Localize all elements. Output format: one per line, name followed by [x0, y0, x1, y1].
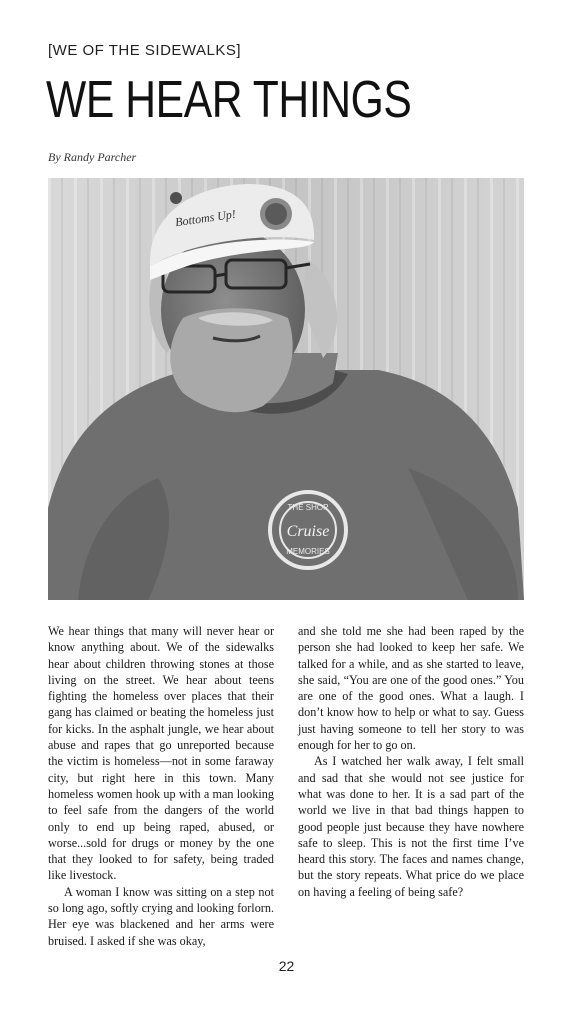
- body-paragraph: We hear things that many will never hear or know anything about. We of the sidewalks hear about children throwing stones at those living on the street. We hear about teens fighting the homeless over places that their gang has claimed or beating the homeless just for kicks. In the asphalt jungle, we hear about abuse and rapes that go unreported because the victim is homeless—not in some faraway city, but right here in this town. Many homeless women hook up with a man looking to feel safe from the dangers of the world only to end up being raped, abused, or worse...sold for drugs or money by the one that they looked to for safety, being traded like livestock.: [48, 624, 274, 883]
- body-column-left: [48, 623, 274, 949]
- body-column-right: [298, 623, 524, 900]
- page-number: 22: [278, 958, 295, 974]
- byline: By Randy Parcher: [48, 150, 137, 164]
- body-paragraph: A woman I know was sitting on a step not so long ago, softly crying and looking forlorn. Her eye was blackened and her arms were bruised. I asked if she was okay,: [48, 884, 274, 948]
- shirt-logo-bottom: MEMORIES: [286, 547, 330, 556]
- portrait-photo: [48, 178, 524, 600]
- section-label: [WE OF THE SIDEWALKS]: [48, 42, 242, 59]
- shirt-logo-main: Cruise: [286, 523, 330, 540]
- body-paragraph: As I watched her walk away, I felt small and sad that she would not see justice for what was done to her. It is a sad part of the world we live in that bad things happen to good people just because they have nowhere safe to sleep. This is not the first time I’ve heard this story. The faces and names change, but the story repeats. What price do we place on having a feeling of being safe?: [298, 754, 524, 899]
- body-paragraph: and she told me she had been raped by the person she had looked to keep her safe. We talked for a while, and as she started to leave, she said, “You are one of the good ones.” You are one of the good ones. What a laugh. I don’t know how to help or what to say. Guess just having someone to tell her story to was enough for her to go on.: [298, 624, 524, 753]
- cap-text: Bottoms Up!: [174, 206, 237, 230]
- shirt-logo-top: THE SHOP: [287, 503, 329, 512]
- article-title: WE HEAR THINGS: [46, 71, 412, 129]
